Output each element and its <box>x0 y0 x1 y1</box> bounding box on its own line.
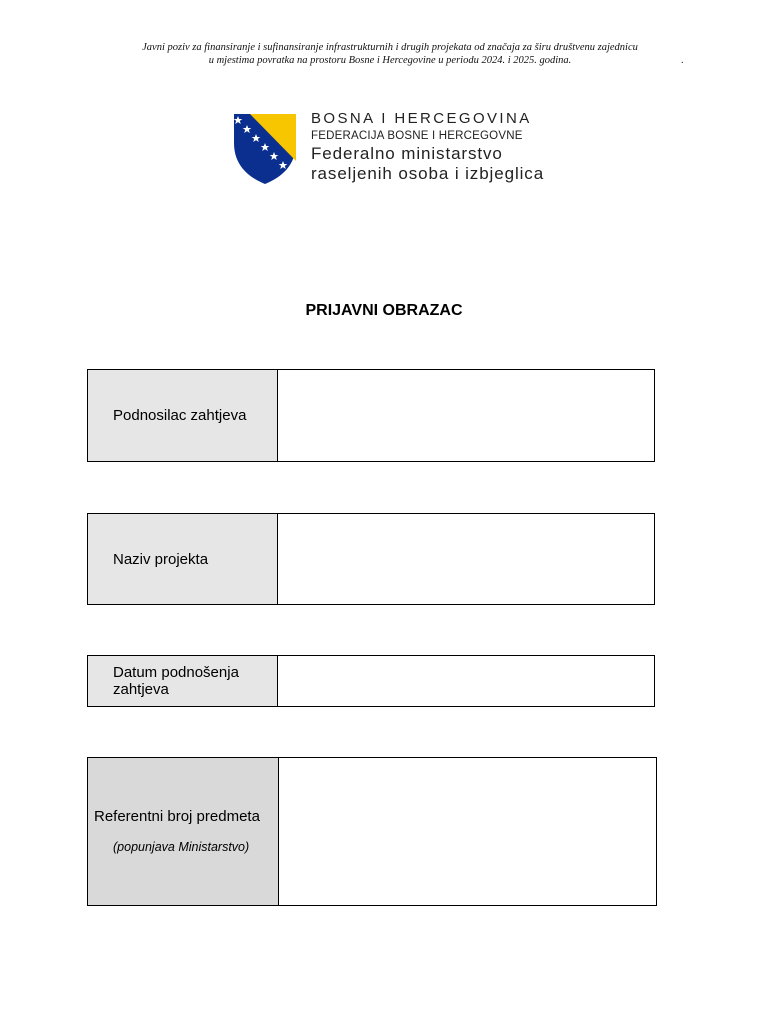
submission-date-label <box>88 656 278 706</box>
form-title: PRIJAVNI OBRAZAC <box>305 302 463 319</box>
applicant-input[interactable] <box>278 370 654 461</box>
project-name-label <box>88 514 278 604</box>
reference-number-field <box>87 757 657 906</box>
header-line-1: Javni poziv za finansiranje i sufinansiranje infrastrukturnih i drugih projekata od značaja za širu društvenu zajednicu <box>142 42 638 53</box>
header-trailing-dot: . <box>681 55 684 66</box>
federation-name: FEDERACIJA BOSNE I HERCEGOVNE <box>311 130 523 142</box>
submission-date-label-text: Datum podnošenja zahtjeva <box>113 664 239 698</box>
applicant-label-text: Podnosilac zahtjeva <box>113 407 247 424</box>
project-name-input[interactable] <box>278 514 654 604</box>
reference-number-label-text: Referentni broj predmeta <box>94 807 260 825</box>
ministry-title-block <box>311 110 544 184</box>
reference-number-input[interactable] <box>279 758 656 905</box>
bih-coat-of-arms-icon <box>232 113 298 185</box>
reference-number-note: (popunjava Ministarstvo) <box>113 839 250 854</box>
ministry-name-line-2: raseljenih osoba i izbjeglica <box>311 164 545 183</box>
reference-number-label <box>88 758 279 905</box>
country-name: BOSNA I HERCEGOVINA <box>311 110 532 127</box>
project-name-label-text: Naziv projekta <box>113 550 209 568</box>
project-name-field <box>87 513 655 605</box>
document-header-note <box>100 41 680 67</box>
ministry-name-line-1: Federalno ministarstvo <box>311 144 503 163</box>
applicant-label <box>88 370 278 461</box>
submission-date-input[interactable] <box>278 656 654 706</box>
submission-date-field <box>87 655 655 707</box>
header-line-2: u mjestima povratka na prostoru Bosne i Hercegovine u periodu 2024. i 2025. godina. <box>208 55 572 66</box>
applicant-field <box>87 369 655 462</box>
